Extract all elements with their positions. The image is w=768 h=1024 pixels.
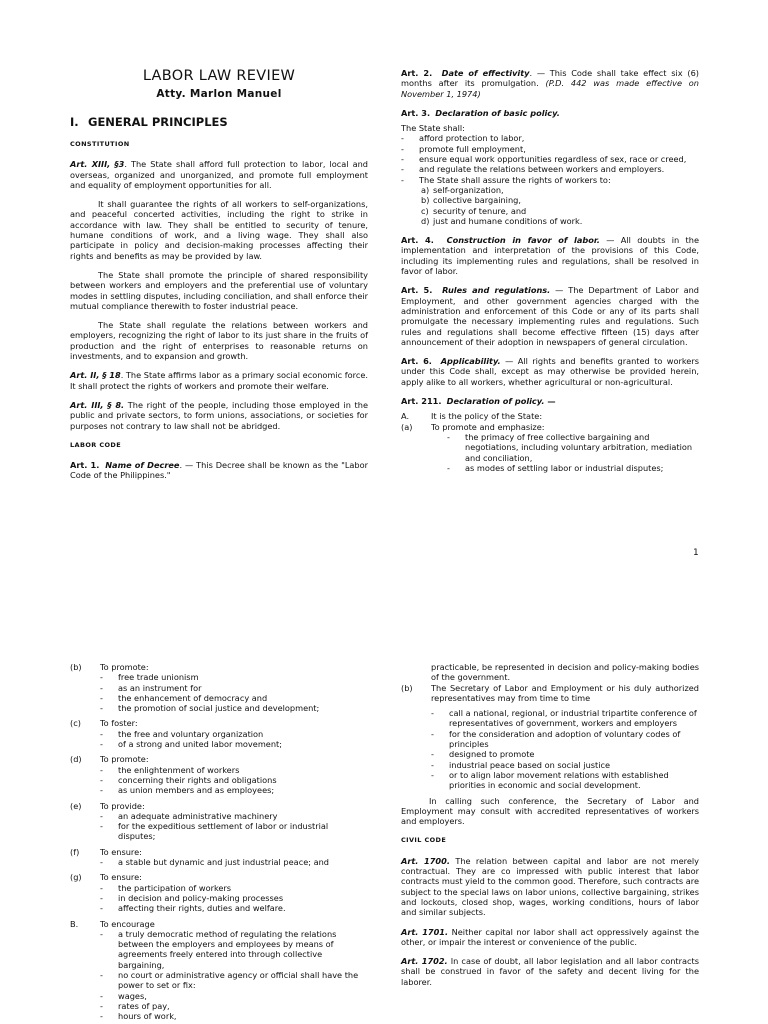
lc-art211-dash: — <box>544 396 556 407</box>
art3-sec8-label: Art. III, § 8. <box>70 399 125 410</box>
list-item <box>100 857 368 867</box>
list-item-text: a truly democratic method of regulating the relations between the employers and employees by means of agreements freely entered into through collective bargaining, <box>118 928 337 970</box>
list-item-text: of a strong and united labor movement; <box>118 739 282 750</box>
art2-sec18-text: . The State affirms labor as a primary social economic force. It shall protect the rights of workers and promote their welfare. <box>70 370 368 391</box>
list-item-text: ensure equal work opportunities regardless of sex, race or creed, <box>419 154 687 165</box>
item-text: To ensure: <box>100 846 142 857</box>
list-item <box>447 463 699 473</box>
lc-art2-note: (P.D. 442 was made effective on November 1, 1974) <box>401 78 699 99</box>
bullet-dash: - <box>100 810 103 821</box>
lc-art5-num: Art. 5. <box>401 285 433 296</box>
lc-art6-text: — All rights and benefits granted to workers under this Code shall, except as may otherwise be provided herein, apply alike to all workers, whether agricultural or non-agricultural. <box>401 356 699 387</box>
art2-sec18-label: Art. II, § 18 <box>70 370 121 381</box>
bullet-dash: - <box>100 739 103 750</box>
list-item-text: free trade unionism <box>118 672 199 683</box>
list-item-text: for the consideration and adoption of voluntary codes of principles <box>449 728 681 750</box>
bullet-dash: - <box>100 903 103 914</box>
bullet-dash: - <box>100 692 103 703</box>
bullet-dash: - <box>401 164 404 175</box>
art13-p3: The State shall promote the principle of shared responsibility between workers and employers and the preferential use of voluntary modes in settling disputes, including conciliation, and shall enforce their mutual compliance therewith to foster industrial peace. <box>70 269 368 311</box>
bullet-dash: - <box>100 990 103 1001</box>
a1701-paragraph <box>401 927 699 948</box>
a1702-text: In case of doubt, all labor legislation and all labor contracts shall be construed in favor of the safety and decent living for the laborer. <box>401 956 699 987</box>
lc-art2-title: Date of effectivity <box>441 68 530 78</box>
list-item-text: affecting their rights, duties and welfare. <box>118 903 286 914</box>
list-item <box>100 672 368 682</box>
list-item-text: a stable but dynamic and just industrial peace; and <box>118 857 329 868</box>
p2r-b <box>401 683 699 704</box>
bullet-dash: - <box>100 764 103 775</box>
list-item-text: or to align labor movement relations with established priorities in economic and social development. <box>449 769 669 791</box>
list-item-text: wages, <box>118 990 147 1001</box>
lc-art2-paragraph <box>401 68 699 99</box>
section-heading <box>70 115 368 129</box>
lc-art3-intro: The State shall: <box>401 123 465 134</box>
page2-left-list <box>70 662 368 1022</box>
lc-art6-paragraph <box>401 356 699 387</box>
a1700-paragraph <box>401 856 699 918</box>
list-item <box>100 765 368 775</box>
civil-code-heading: CIVIL CODE <box>401 836 447 845</box>
item-key: (f) <box>70 846 80 857</box>
enumerated-item <box>70 872 368 882</box>
page2-right-column <box>401 662 699 987</box>
bullet-dash: - <box>447 462 450 473</box>
lc-art1-text: . — This Decree shall be known as the "Labor Code of the Philippines." <box>70 460 368 481</box>
list-item-text: designed to promote <box>449 749 535 760</box>
page1-left-column <box>70 68 368 481</box>
list-item <box>431 770 699 791</box>
art3-sec8-text: The right of the people, including those employed in the public and private sectors, to form unions, associations, or societies for purposes not contrary to law shall not be abridged. <box>70 399 368 431</box>
list-item <box>100 703 368 713</box>
bullet-dash: - <box>100 1011 103 1022</box>
bullet-dash: - <box>431 728 434 739</box>
bullet-dash: - <box>100 882 103 893</box>
art211-A <box>401 411 699 421</box>
sub-item <box>421 216 699 226</box>
list-item-text: call a national, regional, or industrial tripartite conference of representatives of government, workers and employers <box>449 708 697 729</box>
list-item-text: the participation of workers <box>118 882 232 893</box>
art13-p2: It shall guarantee the rights of all workers to self-organizations, and peaceful concerted activities, including the right to strike in accordance with law. They shall be entitled to security of tenure, humane conditions of work, and a living wage. They shall also participate in policy and decision-making processes affecting their rights and benefits as may be provided by law. <box>70 199 368 261</box>
list-item-text: promote full employment, <box>419 143 526 154</box>
lc-art1-paragraph <box>70 460 368 481</box>
list-item <box>100 1001 368 1011</box>
list-item-text: as union members and as employees; <box>118 785 275 796</box>
bullet-dash: - <box>447 431 450 442</box>
art211-a-text: To promote and emphasize: <box>431 421 545 432</box>
lc-art2-num: Art. 2. <box>401 68 433 78</box>
list-item <box>100 970 368 991</box>
bullet-dash: - <box>401 143 404 154</box>
enumerated-item <box>70 662 368 672</box>
enumerated-item <box>70 718 368 728</box>
bullet-dash: - <box>100 703 103 714</box>
list-item-text: an adequate administrative machinery <box>118 810 278 821</box>
enumerated-item <box>70 754 368 764</box>
art211-a-list <box>401 432 699 473</box>
bullet-dash: - <box>100 857 103 868</box>
enumerated-item <box>70 801 368 811</box>
p2r-consult: In calling such conference, the Secretary of Labor and Employment may consult with accredited representatives of workers and employers. <box>401 795 699 827</box>
lc-art211-heading <box>401 396 699 406</box>
bullet-dash: - <box>401 133 404 144</box>
list-item-text: the free and voluntary organization <box>118 728 264 739</box>
list-item-text: The State shall assure the rights of workers to: <box>419 174 611 185</box>
list-item <box>100 991 368 1001</box>
labor-code-heading: LABOR CODE <box>70 440 122 449</box>
list-item <box>401 164 699 174</box>
list-item <box>401 133 699 143</box>
p2r-b-key: (b) <box>401 682 413 693</box>
item-text: To provide: <box>100 800 145 811</box>
list-item <box>447 432 699 463</box>
sub-item-text: security of tenure, and <box>433 205 527 216</box>
list-item-text: in decision and policy-making processes <box>118 892 284 903</box>
list-item <box>100 929 368 970</box>
list-item <box>100 683 368 693</box>
a1700-text: The relation between capital and labor are not merely contractual. They are co impressed with public interest that labor contracts must yield to the common good. Therefore, such contracts are subject to the special laws on labor unions, collective bargaining, strikes and lockouts, closed shop, wages, working conditions, hours of labor and similar subjects. <box>401 855 699 918</box>
item-key: (e) <box>70 800 82 811</box>
a1701-label: Art. 1701. <box>401 926 449 937</box>
item-text: To promote: <box>100 754 149 765</box>
lc-art6-num: Art. 6. <box>401 356 432 367</box>
list-item <box>100 1011 368 1021</box>
list-item-text: the primacy of free collective bargaining and negotiations, including voluntary arbitration, mediation and conciliation, <box>465 431 693 463</box>
lc-art5-paragraph <box>401 285 699 347</box>
lc-art211-title: Declaration of policy. <box>446 396 545 407</box>
bullet-dash: - <box>100 892 103 903</box>
lc-art2-text: . — This Code shall take effect six (6) months after its promulgation. <box>401 68 699 89</box>
list-item-text: the enhancement of democracy and <box>118 692 268 703</box>
art13-p4: The State shall regulate the relations between workers and employers, recognizing the right of labor to its just share in the fruits of production and the right of enterprises to reasonable returns on investments, and to expansion and growth. <box>70 320 368 362</box>
enumerated-item <box>70 919 368 929</box>
section-title: GENERAL PRINCIPLES <box>88 115 228 129</box>
document-title: LABOR LAW REVIEW <box>142 68 296 84</box>
list-item-text: rates of pay, <box>118 1000 170 1011</box>
list-item-text: the promotion of social justice and development; <box>118 703 320 714</box>
art211-A-text: It is the policy of the State: <box>431 411 543 422</box>
lc-art1-title: Name of Decree <box>105 460 180 471</box>
document-author: Atty. Marlon Manuel <box>156 88 282 100</box>
art211-a <box>401 422 699 432</box>
lc-art4-title: Construction in favor of labor. <box>446 235 600 246</box>
bullet-dash: - <box>100 785 103 796</box>
sub-item-text: collective bargaining, <box>433 195 521 206</box>
item-key: (d) <box>70 754 82 765</box>
page1-right-column <box>401 68 699 473</box>
bullet-dash: - <box>431 749 434 760</box>
item-text: To foster: <box>100 718 138 729</box>
lc-art4-num: Art. 4. <box>401 235 434 246</box>
bullet-dash: - <box>100 928 103 939</box>
bullet-dash: - <box>431 769 434 780</box>
list-item <box>401 144 699 154</box>
sub-item <box>421 185 699 195</box>
bullet-dash: - <box>100 672 103 683</box>
sub-item-key: a) <box>421 184 430 195</box>
bullet-dash: - <box>100 774 103 785</box>
a1701-text: Neither capital nor labor shall act oppressively against the other, or impair the interest or convenience of the public. <box>401 926 699 947</box>
art211-a-key: (a) <box>401 421 413 432</box>
sub-item-key: c) <box>421 205 429 216</box>
list-item-text: as modes of settling labor or industrial disputes; <box>465 462 664 473</box>
section-number: I. <box>70 115 79 129</box>
list-item <box>100 693 368 703</box>
item-key: (g) <box>70 872 82 883</box>
art2-sec18-paragraph <box>70 370 368 391</box>
list-item-text: the enlightenment of workers <box>118 764 240 775</box>
lc-art6-title: Applicability. <box>440 356 501 367</box>
item-key: (c) <box>70 718 81 729</box>
list-item-text: for the expeditious settlement of labor or industrial disputes; <box>118 821 329 842</box>
list-item <box>100 811 368 821</box>
lc-art211-num: Art. 211. <box>401 396 442 407</box>
list-item <box>100 729 368 739</box>
constitution-heading: CONSTITUTION <box>70 140 130 148</box>
list-item <box>431 749 699 759</box>
list-item <box>100 775 368 785</box>
list-item-text: and regulate the relations between workers and employers. <box>419 164 665 175</box>
item-key: (b) <box>70 662 82 672</box>
lc-art5-title: Rules and regulations. <box>442 285 551 296</box>
bullet-dash: - <box>100 682 103 693</box>
bullet-dash: - <box>431 708 434 719</box>
list-item <box>431 760 699 770</box>
bullet-dash: - <box>431 759 434 770</box>
bullet-dash: - <box>100 1000 103 1011</box>
art13-paragraph <box>70 159 368 190</box>
list-item-text: as an instrument for <box>118 682 202 693</box>
list-item-text: afford protection to labor, <box>419 133 525 144</box>
bullet-dash: - <box>401 174 404 185</box>
list-item <box>401 175 699 185</box>
lc-art5-text: — The Department of Labor and Employment, and other government agencies charged with the administration and enforcement of this Code or any of its parts shall promulgate the necessary implementing rules and regulations. Such rules and regulations shall become effective fifteen (15) days after announcement of their adoption in newspapers of general circulation. <box>401 285 699 347</box>
page2-left-column <box>70 662 368 1022</box>
item-key: B. <box>70 918 79 929</box>
bullet-dash: - <box>100 970 103 981</box>
sub-item <box>421 195 699 205</box>
lc-art1-num: Art. 1. <box>70 460 100 471</box>
bullet-dash: - <box>100 728 103 739</box>
lc-art3-list <box>401 133 699 184</box>
art13-label: Art. XIII, §3 <box>70 159 125 170</box>
bullet-dash: - <box>100 821 103 832</box>
sub-item-key: b) <box>421 195 430 206</box>
list-item <box>100 883 368 893</box>
list-item <box>100 903 368 913</box>
art211-A-key: A. <box>401 411 410 422</box>
lc-art3-heading <box>401 108 699 118</box>
list-item-text: industrial peace based on social justice <box>449 759 611 770</box>
list-item-text: no court or administrative agency or official shall have the power to set or fix: <box>118 970 359 991</box>
sub-item-text: self-organization, <box>433 184 504 195</box>
page-number: 1 <box>693 548 699 558</box>
p2r-b-list <box>401 708 699 790</box>
lc-art3-sublist <box>401 185 699 226</box>
list-item-text: concerning their rights and obligations <box>118 774 277 785</box>
sub-item-text: just and humane conditions of work. <box>433 215 583 226</box>
lc-art3-title: Declaration of basic policy. <box>435 107 560 118</box>
list-item-text: hours of work, <box>118 1011 177 1022</box>
a1702-paragraph <box>401 956 699 987</box>
list-item <box>401 154 699 164</box>
p2r-continuation: practicable, be represented in decision and policy-making bodies of the government. <box>431 662 699 683</box>
sub-item <box>421 206 699 216</box>
list-item <box>100 785 368 795</box>
list-item <box>431 729 699 750</box>
bullet-dash: - <box>401 154 404 165</box>
list-item <box>100 893 368 903</box>
p2r-b-text: The Secretary of Labor and Employment or his duly authorized representatives may from time to time <box>431 682 699 703</box>
list-item <box>100 739 368 749</box>
a1702-label: Art. 1702. <box>401 956 448 967</box>
lc-art4-paragraph <box>401 235 699 276</box>
item-text: To promote: <box>100 662 149 672</box>
item-text: To encourage <box>100 918 155 929</box>
sub-item-key: d) <box>421 215 430 226</box>
lc-art3-num: Art. 3. <box>401 107 431 118</box>
art3-sec8-paragraph <box>70 400 368 431</box>
item-text: To ensure: <box>100 872 142 883</box>
a1700-label: Art. 1700. <box>401 855 450 866</box>
list-item <box>431 708 699 729</box>
list-item <box>100 821 368 842</box>
lc-art4-text: — All doubts in the implementation and interpretation of the provisions of this Code, including its implementing rules and regulations, shall be resolved in favor of labor. <box>401 235 699 277</box>
art13-text: . The State shall afford full protection to labor, local and overseas, organized and unorganized, and promote full employment and equality of employment opportunities for all. <box>70 159 369 190</box>
enumerated-item <box>70 847 368 857</box>
